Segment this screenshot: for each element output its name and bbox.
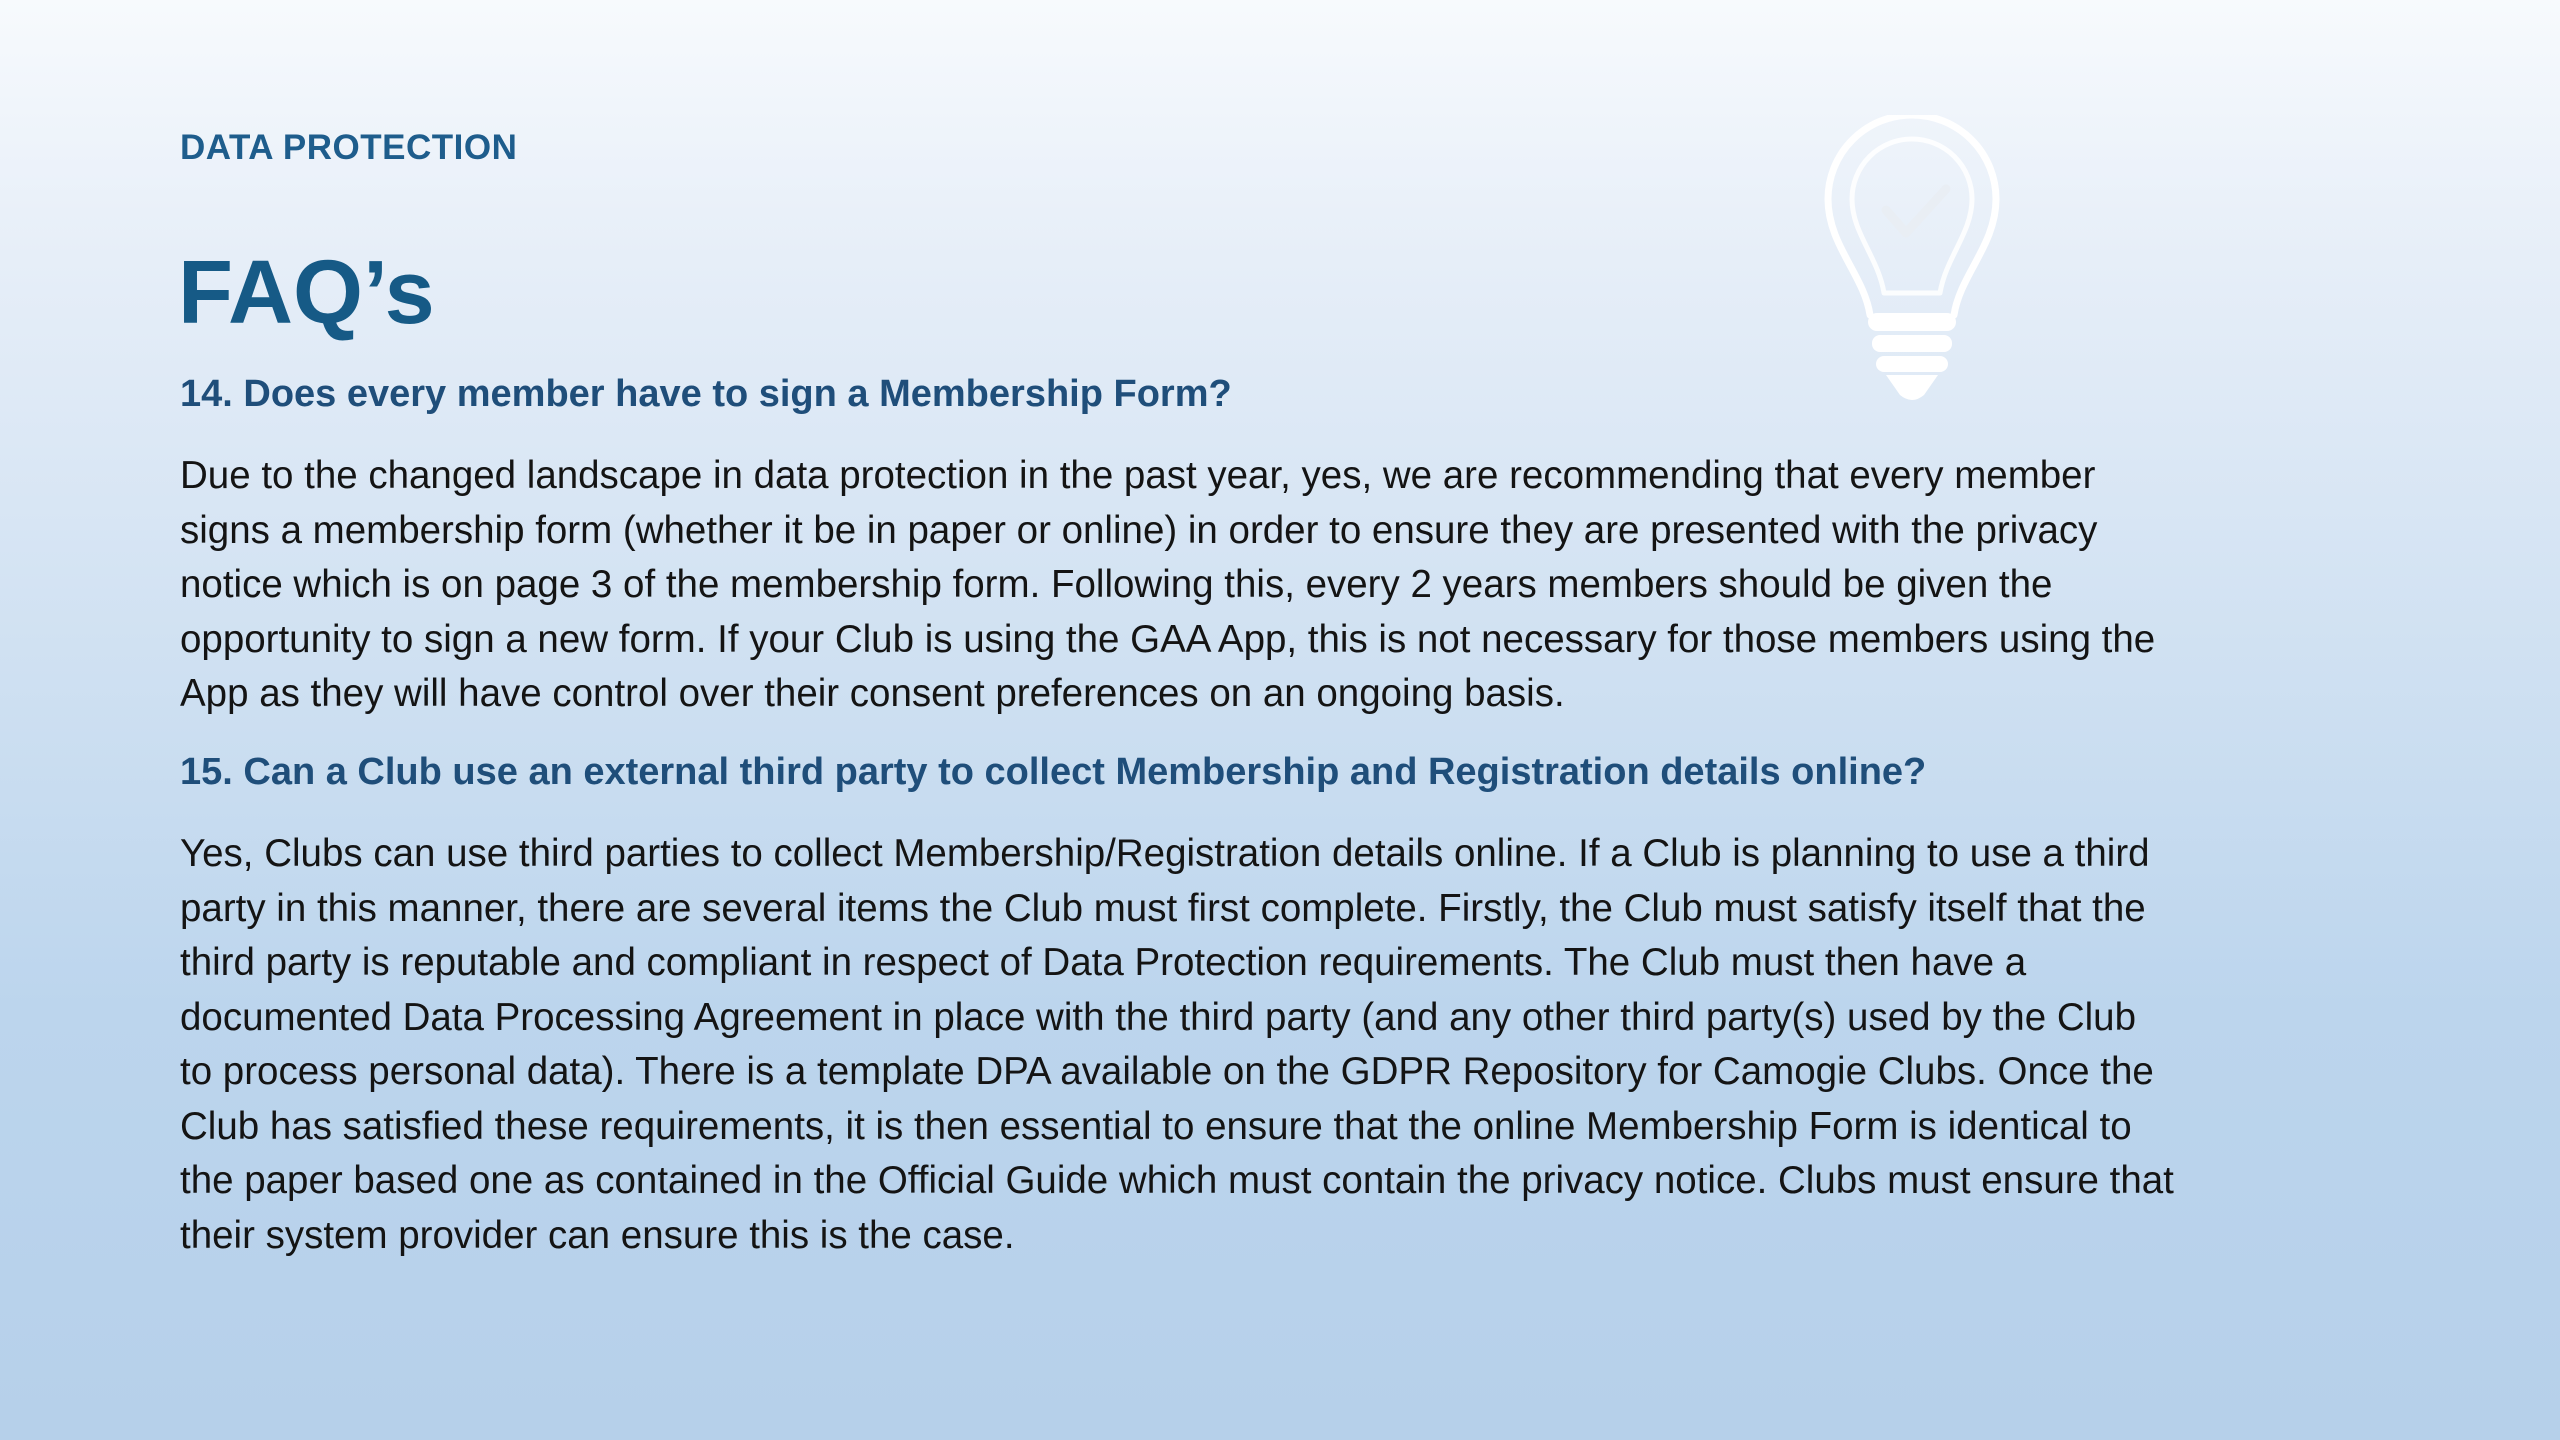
lightbulb-checkmark-icon [1820, 115, 2005, 405]
faq-content [180, 370, 2350, 1263]
answer-line: party in this manner, there are several items the Club must first complete. Firstly, the Club must satisfy itself that the [180, 886, 2146, 930]
answer-line: signs a membership form (whether it be in paper or online) in order to ensure they are presented with the privacy [180, 508, 2098, 552]
answer-line: to process personal data). There is a template DPA available on the GDPR Repository for Camogie Clubs. Once the [180, 1050, 2154, 1094]
answer-line: third party is reputable and compliant in respect of Data Protection requirements. The Club must then have a [180, 941, 2027, 985]
page-title: FAQ’s [178, 243, 435, 343]
answer-line: App as they will have control over their consent preferences on an ongoing basis. [180, 672, 1565, 716]
answer-line: the paper based one as contained in the Official Guide which must contain the privacy notice. Clubs must ensure that [180, 1159, 2174, 1203]
answer-line: their system provider can ensure this is the case. [180, 1213, 1015, 1257]
answer-line: Club has satisfied these requirements, it is then essential to ensure that the online Membership Form is identical to [180, 1104, 2132, 1148]
answer-line: documented Data Processing Agreement in place with the third party (and any other third party(s) used by the Club [180, 995, 2136, 1039]
answer-line: Yes, Clubs can use third parties to collect Membership/Registration details online. If a Club is planning to use a third [180, 832, 2150, 876]
answer-line: Due to the changed landscape in data protection in the past year, yes, we are recommending that every member [180, 454, 2096, 498]
faq-question-15: 15. Can a Club use an external third party to collect Membership and Registration details online? [180, 750, 1927, 793]
answer-line: notice which is on page 3 of the membership form. Following this, every 2 years members should be given the [180, 563, 2053, 607]
faq-answer-15 [180, 827, 2350, 1263]
section-label: DATA PROTECTION [180, 128, 518, 167]
faq-answer-14 [180, 449, 2350, 722]
faq-question-14: 14. Does every member have to sign a Membership Form? [180, 373, 1232, 415]
answer-line: opportunity to sign a new form. If your Club is using the GAA App, this is not necessary for those members using the [180, 617, 2156, 661]
